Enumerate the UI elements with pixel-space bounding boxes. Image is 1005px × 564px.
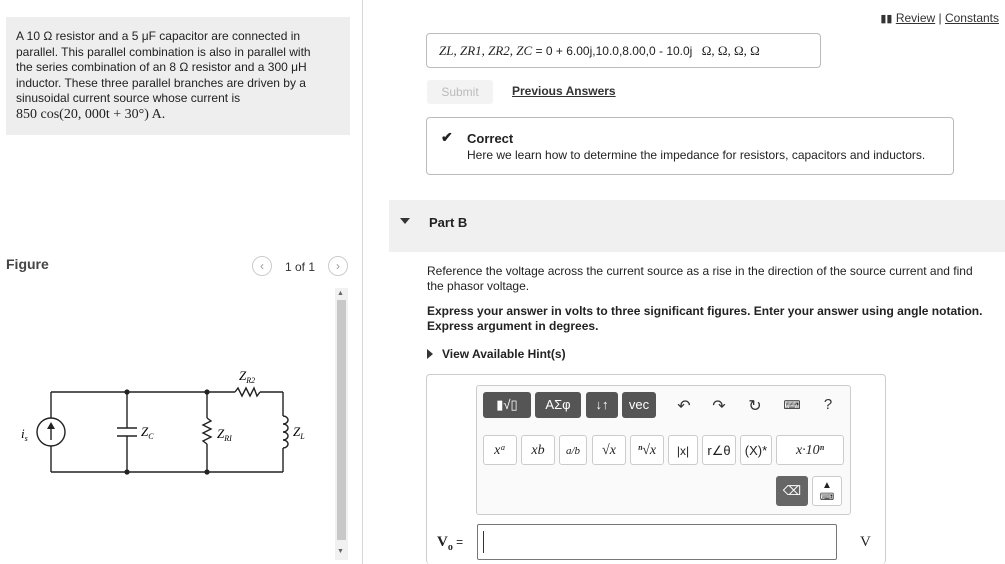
correct-text: Here we learn how to determine the impedance for resistors, capacitors and inductors.: [467, 148, 926, 162]
help-button[interactable]: ?: [823, 396, 833, 413]
links-separator: |: [935, 11, 945, 25]
arrow-up-icon: [47, 422, 55, 429]
vec-button[interactable]: vec: [622, 392, 656, 418]
label-zl: Z: [293, 424, 301, 439]
book-icon: ▮▮: [880, 13, 893, 25]
problem-line-3: the series combination of an 8 Ω resistor and a 300 μH: [16, 60, 307, 74]
vo-label-sub: o: [447, 542, 453, 553]
label-zr2-sub: R2: [246, 376, 256, 385]
previous-answers-link[interactable]: Previous Answers: [512, 84, 616, 98]
answer-label: ZL, ZR1, ZR2, ZC: [439, 43, 533, 58]
constants-link[interactable]: Constants: [944, 11, 999, 25]
superscript-button[interactable]: xᵃ: [483, 435, 517, 465]
nthroot-button[interactable]: ⁿ√x: [630, 435, 664, 465]
conjugate-button[interactable]: (X)*: [740, 435, 772, 465]
answer-equals: =: [532, 44, 546, 58]
svg-text:is: [21, 426, 28, 443]
text-cursor: [483, 531, 484, 553]
chevron-left-icon: ‹: [260, 259, 264, 273]
figure-title: Figure: [6, 256, 49, 272]
chevron-right-icon: ›: [336, 259, 340, 273]
problem-line-6: 850 cos(20, 000t + 30°) A.: [16, 106, 166, 122]
unit-label: V: [860, 534, 871, 550]
top-links: [880, 11, 999, 25]
reset-icon[interactable]: ↻: [748, 398, 762, 415]
svg-text:ZR2: [239, 368, 255, 385]
label-is-sub: s: [24, 434, 28, 443]
backspace-icon[interactable]: ⌫: [776, 476, 808, 506]
sqrt-button[interactable]: √x: [592, 435, 626, 465]
problem-line-2: parallel. This parallel combination is also in parallel with: [16, 44, 311, 59]
correct-title: Correct: [467, 131, 514, 146]
part-a-answer: [426, 33, 821, 68]
label-zl-sub: L: [300, 432, 305, 441]
correct-feedback: [426, 117, 954, 175]
label-zr2: Z: [239, 368, 247, 383]
sci-notation-button[interactable]: x·10ⁿ: [776, 435, 844, 465]
greek-button[interactable]: ΑΣφ: [535, 392, 581, 418]
answer-value: 0 + 6.00j,10.0,8.00,0 - 10.0j: [545, 44, 693, 58]
scroll-up-icon[interactable]: ▲: [337, 290, 344, 297]
label-is: i: [21, 426, 25, 441]
svg-text:ZRI: [217, 426, 232, 443]
circuit-figure: [15, 360, 315, 490]
label-zc: Z: [141, 424, 149, 439]
redo-icon[interactable]: ↷: [712, 398, 726, 415]
subscript-button[interactable]: xb: [521, 435, 555, 465]
vo-label-main: V: [437, 534, 448, 550]
checkmark-icon: ✔: [441, 129, 453, 145]
angle-button[interactable]: r∠θ: [702, 435, 736, 465]
undo-icon[interactable]: ↶: [677, 398, 691, 415]
arrows-button[interactable]: ↓↑: [586, 392, 618, 418]
figure-pager: 1 of 1: [285, 260, 316, 274]
vo-input[interactable]: [477, 524, 837, 560]
view-hints-link[interactable]: View Available Hint(s): [442, 347, 566, 361]
svg-text:ZC: [141, 424, 154, 441]
templates-button[interactable]: ▮√▯: [483, 392, 531, 418]
scroll-down-icon[interactable]: ▼: [337, 548, 344, 555]
figure-next-button[interactable]: [328, 256, 348, 276]
svg-text:ZL: [293, 424, 305, 441]
keyboard-toggle-icon[interactable]: ▲ ⌨: [812, 476, 842, 506]
submit-button[interactable]: Submit: [427, 80, 493, 104]
fraction-button[interactable]: a/b: [559, 435, 587, 465]
vo-label: [437, 534, 463, 553]
label-zr1-sub: RI: [224, 434, 232, 443]
caret-down-icon[interactable]: [400, 218, 410, 224]
abs-button[interactable]: |x|: [668, 435, 698, 465]
caret-right-icon[interactable]: [427, 349, 433, 359]
instruction-line-1: Express your answer in volts to three significant figures. Enter your answer using angle notation.: [427, 304, 983, 318]
problem-line-1: A 10 Ω resistor and a 5 μF capacitor are connected in: [16, 29, 301, 43]
keyboard-icon[interactable]: ⌨: [783, 398, 801, 412]
figure-scrollbar-thumb[interactable]: [337, 300, 346, 540]
problem-line-4: inductor. These three parallel branches are driven by a: [16, 75, 306, 90]
part-b-title[interactable]: Part B: [429, 215, 468, 230]
label-zr1: Z: [217, 426, 225, 441]
pane-divider: [362, 0, 363, 564]
part-b-header[interactable]: [389, 200, 1005, 252]
instruction-line-2: Express argument in degrees.: [427, 319, 599, 333]
figure-prev-button[interactable]: [252, 256, 272, 276]
question-line-2: the phasor voltage.: [427, 279, 530, 293]
label-zc-sub: C: [148, 432, 154, 441]
question-line-1: Reference the voltage across the current source as a rise in the direction of the source current and find: [427, 264, 973, 278]
review-link[interactable]: Review: [895, 11, 936, 25]
problem-statement: [6, 17, 350, 135]
answer-units: Ω, Ω, Ω, Ω: [701, 43, 760, 58]
problem-line-5: sinusoidal current source whose current is: [16, 91, 241, 105]
vo-equals: =: [452, 535, 464, 549]
